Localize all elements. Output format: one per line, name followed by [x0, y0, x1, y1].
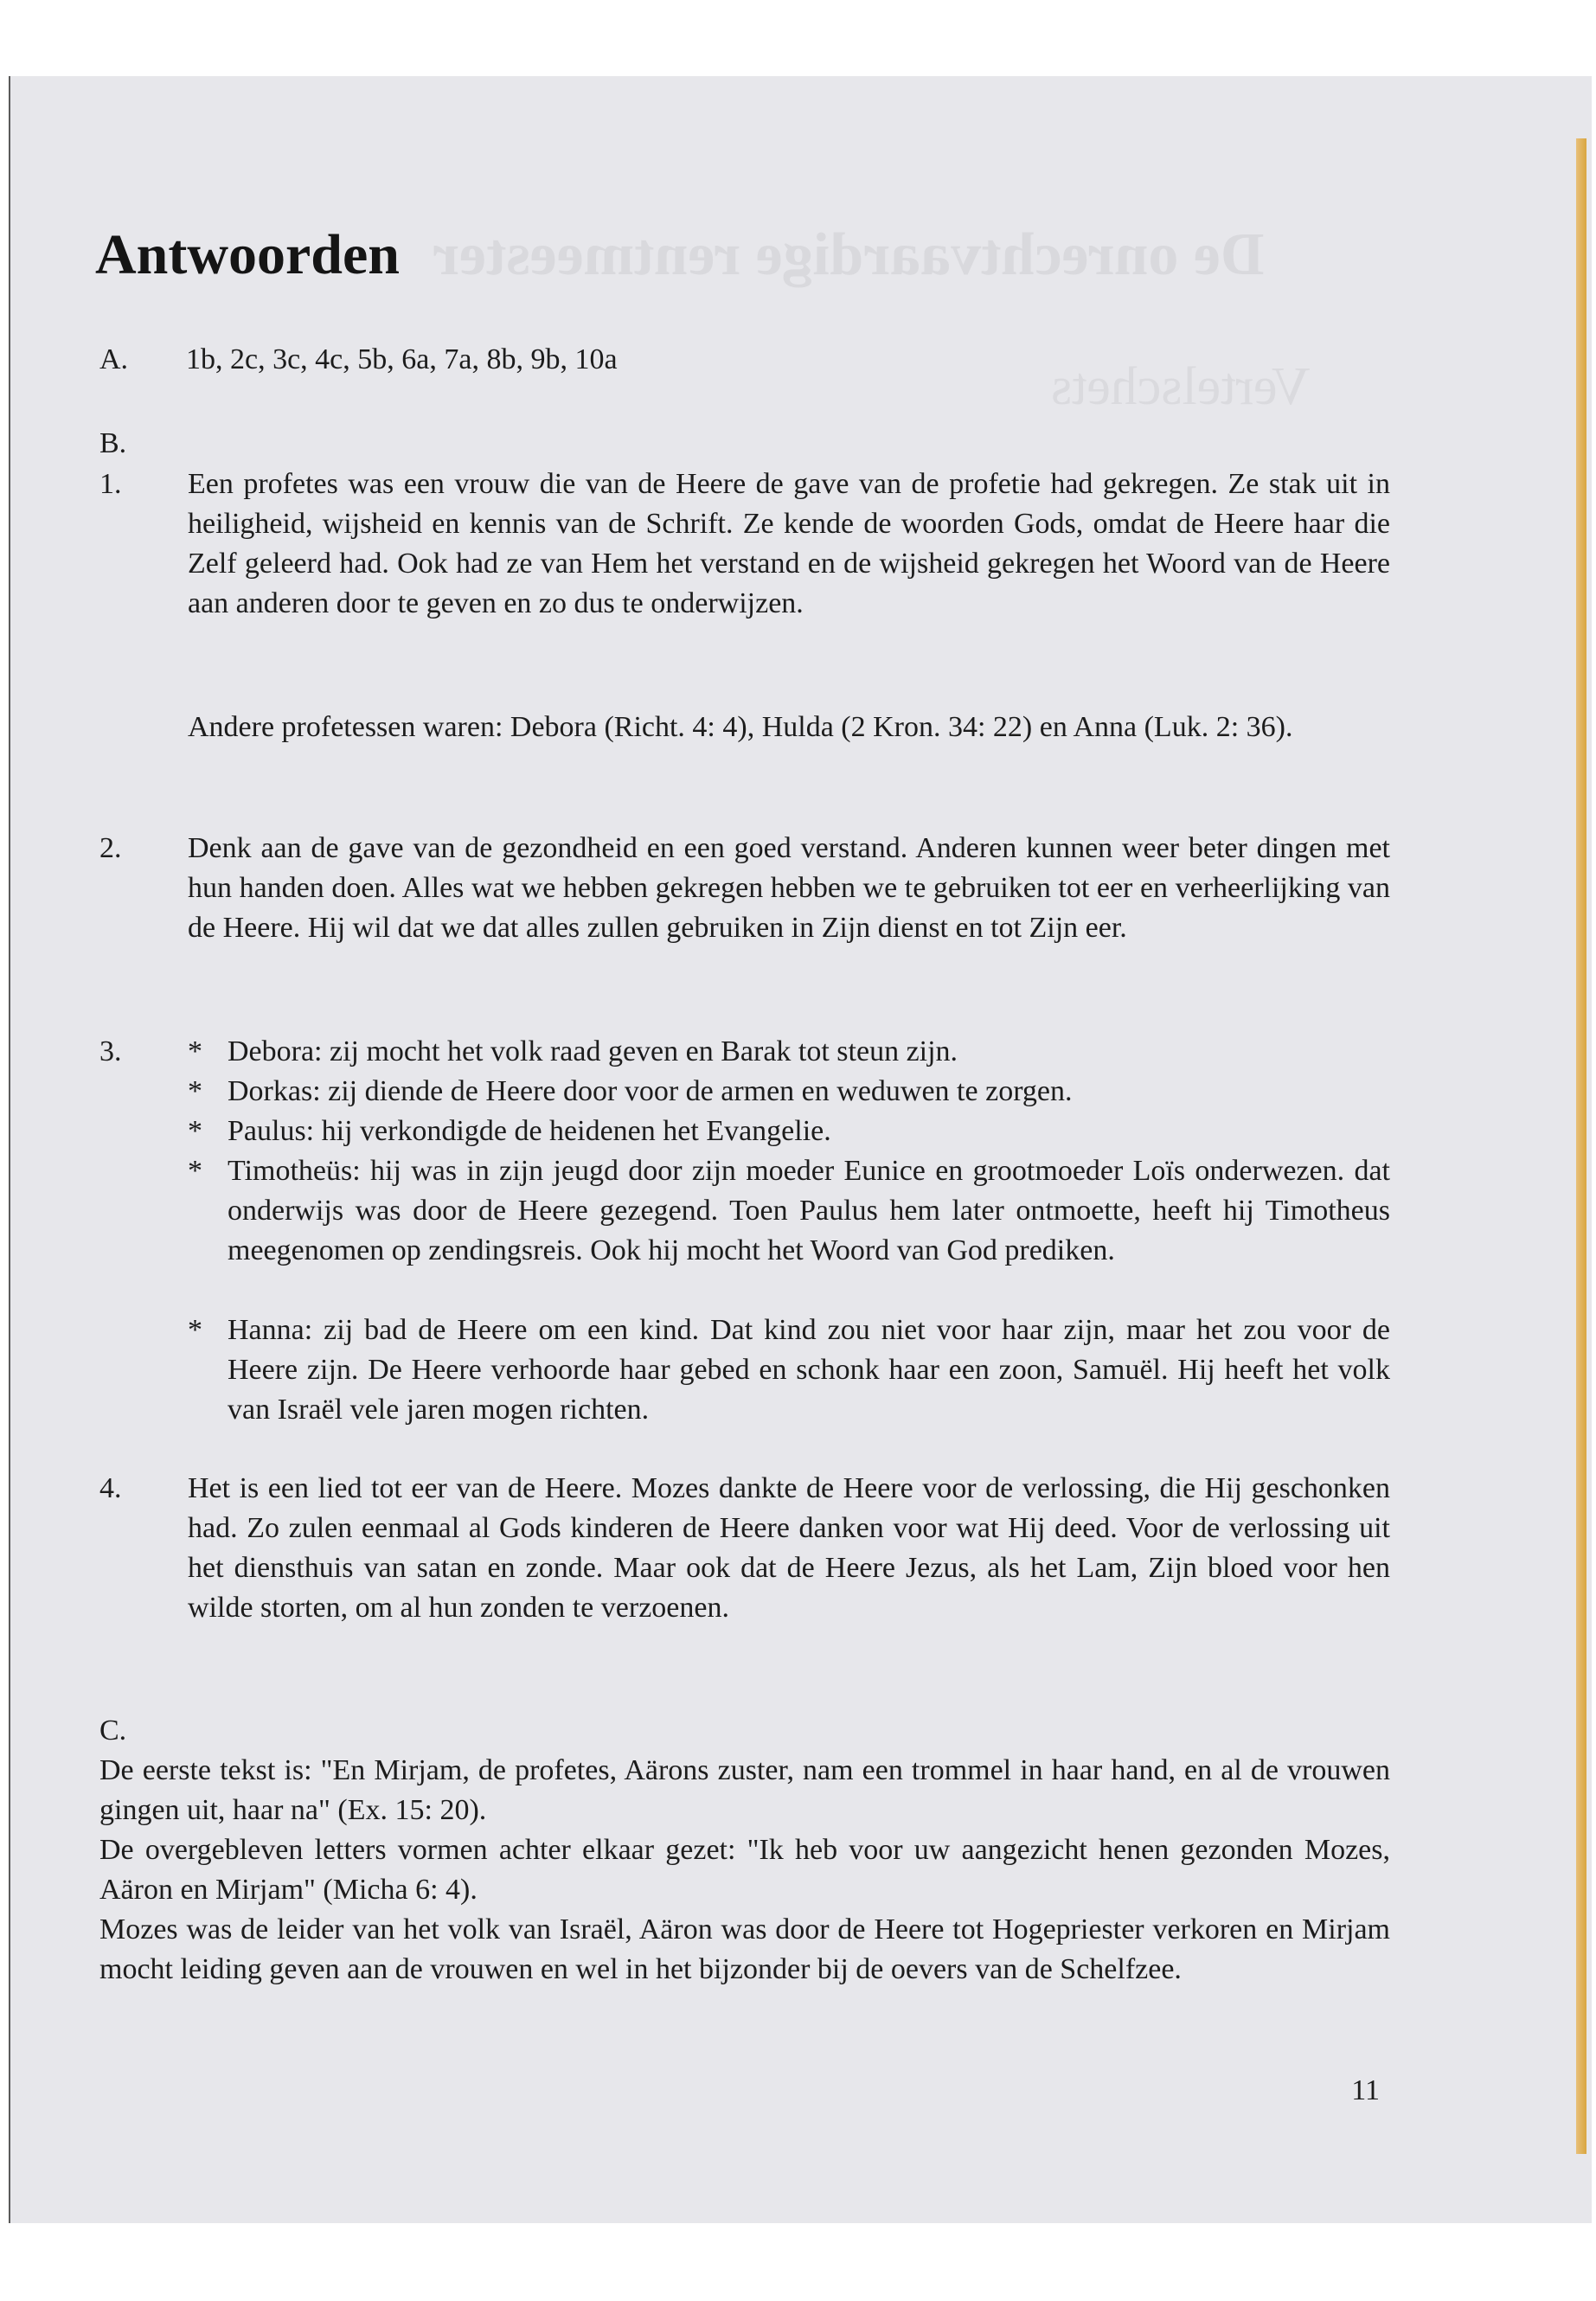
section-c-paragraph: De eerste tekst is: "En Mirjam, de profetes, Aärons zuster, nam een trommel in haar hand, en al de vrouwen gingen uit, haar na" (Ex. 15: 20).: [99, 1754, 1390, 1826]
bullet-text: Paulus: hij verkondigde de heidenen het Evangelie.: [228, 1115, 831, 1147]
bullet-item: [188, 1112, 1390, 1151]
item-number: 1.: [99, 468, 122, 500]
section-c-paragraph: De overgebleven letters vormen achter elkaar gezet: "Ik heb voor uw aangezicht henen gezonden Mozes, Aäron en Mirjam" (Micha 6: 4).: [99, 1834, 1390, 1906]
bullet-item: [188, 1032, 1390, 1072]
page-number: 11: [1351, 2074, 1380, 2106]
bullet-item: [188, 1072, 1390, 1112]
bullet-marker: *: [188, 1075, 202, 1107]
bullet-text: Debora: zij mocht het volk raad geven en Barak tot steun zijn.: [228, 1035, 958, 1067]
bullet-marker: *: [188, 1155, 202, 1187]
bullet-marker: *: [188, 1035, 202, 1067]
section-c: [99, 1711, 1390, 1990]
bullet-text: Dorkas: zij diende de Heere door voor de armen en weduwen te zorgen.: [228, 1075, 1073, 1107]
bullet-item: [188, 1311, 1390, 1430]
show-through-subtitle: Vertelschets: [1051, 357, 1311, 416]
item-paragraph: Denk aan de gave van de gezondheid en een goed verstand. Anderen kunnen weer beter dingen met hun handen doen. Alles wat we hebben gekregen hebben we te gebruiken tot eer en verheerlijking van de Heere. Hij wil dat we dat alles zullen gebruiken in Zijn dienst en tot Zijn eer.: [188, 832, 1390, 944]
page-title: Antwoorden: [95, 223, 401, 286]
section-c-label: C.: [99, 1715, 127, 1747]
bullet-marker: *: [188, 1314, 202, 1346]
answer-item-paragraph-2: [188, 708, 1390, 747]
item-paragraph: Andere profetessen waren: Debora (Richt. 4: 4), Hulda (2 Kron. 34: 22) en Anna (Luk. 2: 36).: [188, 711, 1293, 743]
answer-item: [99, 465, 1390, 663]
item-number: 3.: [99, 1035, 122, 1067]
item-paragraph: Een profetes was een vrouw die van de Heere de gave van de profetie had gekregen. Ze stak uit in heiligheid, wijsheid en kennis van de Schrift. Ze kende de woorden Gods, omdat de Heere haar die Zelf geleerd had. Ook had ze van Hem het verstand en de wijsheid gekregen het Woord van de Heere aan anderen door te geven en zo dus te onderwijzen.: [188, 468, 1390, 619]
show-through-title: De onrechtvaardige rentmeester: [433, 221, 1265, 288]
item-number: 4.: [99, 1472, 122, 1504]
item-paragraph: Het is een lied tot eer van de Heere. Mozes dankte de Heere voor de verlossing, die Hij geschonken had. Zo zulen eenmaal al Gods kinderen de Heere danken voor wat Hij deed. Voor de verlossing uit het diensthuis van satan en zonde. Maar ook dat de Heere Jezus, als het Lam, Zijn bloed voor hen wilde storten, om al hun zonden te verzoenen.: [188, 1472, 1390, 1624]
bullet-item: [188, 1151, 1390, 1271]
bullet-marker: *: [188, 1115, 202, 1147]
section-a-answers: 1b, 2c, 3c, 4c, 5b, 6a, 7a, 8b, 9b, 10a: [186, 343, 618, 375]
bullet-text: Hanna: zij bad de Heere om een kind. Dat kind zou niet voor haar zijn, maar het zou voor de Heere zijn. De Heere verhoorde haar gebed en schonk haar een zoon, Samuël. Hij heeft het volk van Israël vele jaren mogen richten.: [228, 1314, 1390, 1426]
bullet-text: Timotheüs: hij was in zijn jeugd door zijn moeder Eunice en grootmoeder Loïs onderwezen. dat onderwijs was door de Heere gezegend. Toen Paulus hem later ontmoette, heeft hij Timotheus meegenomen op zendingsreis. Ook hij mocht het Woord van God prediken.: [228, 1155, 1390, 1266]
section-a-label: A.: [99, 343, 129, 375]
section-c-paragraph: Mozes was de leider van het volk van Israël, Aäron was door de Heere tot Hogepriester verkoren en Mirjam mocht leiding geven aan de vrouwen en wel in het bijzonder bij de oevers van de Schelfzee.: [99, 1913, 1390, 1985]
section-b-label: B.: [99, 427, 127, 459]
item-number: 2.: [99, 832, 122, 864]
